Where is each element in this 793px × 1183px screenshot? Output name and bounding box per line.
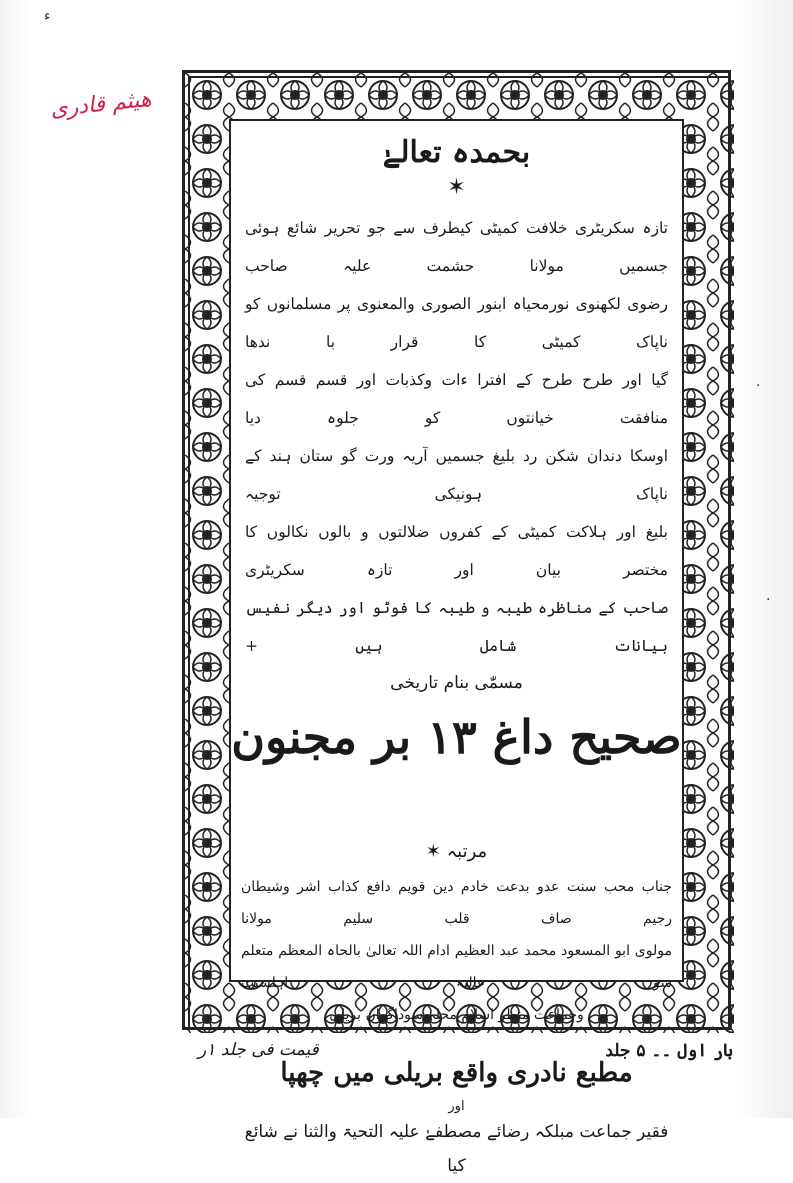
author-line: جناب محب سنت عدو بدعت خادم دین قویم دافع کذاب اشر وشیطان رجیم صاف قلب سلیم مولانا xyxy=(241,879,672,927)
margin-mark: ء xyxy=(44,8,51,24)
intro-line: گیا اور طرح طرح کے افترا ءات وکذبات اور قسم قسم کی منافقت خیانتوں کو جلوہ دیا xyxy=(245,371,668,427)
named-label: مسمّٰی بنام تاریخی xyxy=(390,673,523,693)
footer-row xyxy=(198,1040,733,1074)
invocation-heading: بحمدہ تعالےٰ xyxy=(382,135,531,170)
margin-mark: · xyxy=(766,592,771,608)
book-title: صحیح داغ ۱۳ بر مجنون xyxy=(231,710,682,764)
author-line: وجماعت منظر اسلام محلہ سوداگران بریلی xyxy=(329,1007,584,1023)
press-line: مطبع نادری واقع بریلی میں چھپا xyxy=(280,1058,633,1088)
star-ornament-icon: ✶ xyxy=(447,175,466,200)
author-paragraph xyxy=(231,871,682,1031)
publisher-line: فقیر جماعت مبلکہ رضائے مصطفےٰ علیہ التحیۃ والثنا نے شائع کیا xyxy=(244,1122,669,1176)
author-line: مولوی ابو المسعود محمد عبد العظیم ادام اللہ تعالیٰ بالحاہ المعظم متعلم سو عالیہ اہلسنت xyxy=(241,943,672,991)
compiled-by-label xyxy=(231,837,682,867)
margin-mark: · xyxy=(756,378,761,394)
conjunction: اور xyxy=(448,1099,465,1114)
handwritten-annotation: هیثم قادری xyxy=(49,86,153,123)
intro-line: تازہ سکریٹری خلافت کمیٹی کیطرف سے جو تحریر شائع ہوئی جسمیں مولانا حشمت علیہ صاحب xyxy=(245,219,668,275)
intro-line: صاحب کے مناظرہ طیبہ و طیبہ کا فوٹو اور دیگر نفیس بیانات شامل ہیں + xyxy=(245,599,668,655)
intro-line: بلیغ اور ہلاکت کمیٹی کے کفروں ضلالتوں و بالوں نکالوں کا مختصر بیان اور تازہ سکریٹری xyxy=(245,523,668,579)
star-ornament-icon: ✶ xyxy=(425,841,441,862)
intro-line: رضوی لکھنوی نورمحیاہ ابنور الصوری والمعنوی پر مسلمانوں کو ناپاک کمیٹی کا قرار با ندھا xyxy=(245,295,668,351)
compiled-by-text: مرتبہ xyxy=(446,841,488,862)
price-label: قیمت فی جلد ۱ر xyxy=(198,1040,319,1060)
intro-line: اوسکا دندان شکن رد بلیغ جسمیں آریہ ورت گو ستان ہند کے ناپاک ہونیکی توجیہ xyxy=(245,447,668,503)
intro-paragraph xyxy=(231,209,682,665)
edition-label: بار اول ۔۔ ۵ جلد xyxy=(605,1041,733,1061)
